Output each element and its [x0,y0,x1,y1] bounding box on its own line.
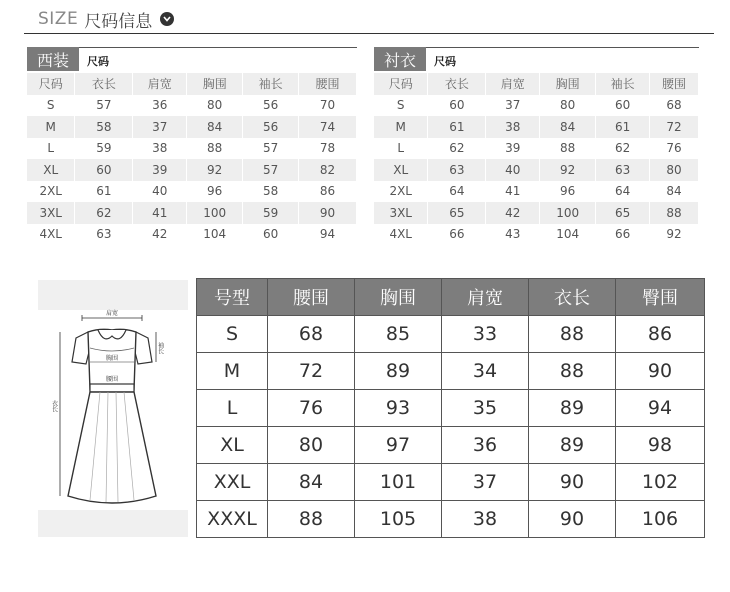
table-cell: S [27,95,75,117]
table-cell: 2XL [27,181,75,203]
table-row [27,159,357,181]
table-cell: 105 [355,501,442,538]
length-label: 衣长 [50,400,58,412]
table-cell: XXL [197,464,268,501]
table-row [197,390,705,427]
table-cell: 94 [299,224,357,246]
table-header-row [374,73,699,95]
table-cell: 36 [442,427,529,464]
table-row [27,202,357,224]
table-cell: 76 [268,390,355,427]
table-cell: 80 [268,427,355,464]
table-cell: 104 [540,224,596,246]
table-cell: 90 [616,353,705,390]
table-cell: 62 [75,202,133,224]
table-cell: 74 [299,116,357,138]
table-cell: 64 [596,181,650,203]
shirt-grid [374,73,699,245]
table-cell: M [374,116,428,138]
table-cell: 58 [75,116,133,138]
table-cell: 66 [428,224,486,246]
table-cell: 92 [187,159,243,181]
table-cell: 63 [428,159,486,181]
table-cell: 59 [75,138,133,160]
column-header: 胸围 [187,73,243,95]
column-header: 腰围 [299,73,357,95]
table-cell: 84 [187,116,243,138]
table-cell: 88 [187,138,243,160]
table-cell: 82 [299,159,357,181]
suit-subtag: 尺码 [87,55,109,68]
table-cell: 76 [650,138,699,160]
table-cell: 65 [428,202,486,224]
table-cell: 89 [355,353,442,390]
table-cell: S [197,316,268,353]
waist-label: 腰围 [105,376,119,383]
table-cell: 38 [133,138,187,160]
column-header: 衣长 [75,73,133,95]
table-cell: 43 [486,224,540,246]
table-cell: 68 [268,316,355,353]
shirt-tag: 衬衣 [374,47,426,71]
table-row [27,95,357,117]
table-cell: 85 [355,316,442,353]
table-cell: 2XL [374,181,428,203]
table-cell: 3XL [27,202,75,224]
table-cell: 57 [243,138,299,160]
table-cell: 57 [243,159,299,181]
table-cell: M [197,353,268,390]
table-cell: 3XL [374,202,428,224]
column-header: 胸围 [540,73,596,95]
dress-size-table [196,278,705,538]
suit-size-table [27,47,357,245]
table-cell: L [374,138,428,160]
column-header: 袖长 [243,73,299,95]
shirt-size-table [374,47,699,245]
table-cell: 37 [486,95,540,117]
column-header: 尺码 [27,73,75,95]
table-cell: 65 [596,202,650,224]
bust-label: 胸围 [105,355,119,362]
table-cell: 88 [529,316,616,353]
table-row [374,159,699,181]
table-cell: 63 [75,224,133,246]
table-cell: 88 [529,353,616,390]
table-cell: 101 [355,464,442,501]
column-header: 号型 [197,279,268,316]
table-row [374,116,699,138]
table-cell: 78 [299,138,357,160]
table-cell: 102 [616,464,705,501]
column-header: 臀围 [616,279,705,316]
sleeve-label: 袖长 [156,342,164,354]
table-cell: 36 [133,95,187,117]
table-cell: 37 [133,116,187,138]
table-cell: 96 [540,181,596,203]
column-header: 衣长 [428,73,486,95]
table-cell: 60 [75,159,133,181]
table-row [197,316,705,353]
table-row [374,224,699,246]
dress-diagram [38,280,188,537]
table-cell: 61 [428,116,486,138]
table-cell: 35 [442,390,529,427]
table-cell: 56 [243,95,299,117]
table-cell: XL [27,159,75,181]
table-cell: 88 [268,501,355,538]
table-cell: 33 [442,316,529,353]
table-row [374,95,699,117]
column-header: 腰围 [650,73,699,95]
table-cell: L [197,390,268,427]
chevron-down-icon[interactable] [160,12,174,26]
table-cell: 4XL [27,224,75,246]
table-row [197,427,705,464]
table-cell: 68 [650,95,699,117]
table-cell: 38 [442,501,529,538]
table-cell: 86 [616,316,705,353]
table-cell: 106 [616,501,705,538]
column-header: 肩宽 [442,279,529,316]
table-row [197,353,705,390]
table-header-row [27,73,357,95]
table-row [27,138,357,160]
table-cell: 92 [650,224,699,246]
table-cell: 94 [616,390,705,427]
table-cell: M [27,116,75,138]
table-cell: 84 [650,181,699,203]
table-cell: 62 [596,138,650,160]
table-cell: XL [374,159,428,181]
column-header: 袖长 [596,73,650,95]
table-cell: 96 [187,181,243,203]
table-cell: 60 [596,95,650,117]
table-cell: 62 [428,138,486,160]
table-cell: 34 [442,353,529,390]
table-cell: 80 [187,95,243,117]
table-cell: 70 [299,95,357,117]
table-cell: 80 [540,95,596,117]
table-cell: 90 [529,464,616,501]
table-cell: 90 [299,202,357,224]
table-cell: 80 [650,159,699,181]
table-cell: 92 [540,159,596,181]
table-cell: 59 [243,202,299,224]
table-row [374,138,699,160]
table-cell: 100 [187,202,243,224]
table-cell: 42 [133,224,187,246]
column-header: 胸围 [355,279,442,316]
table-cell: 39 [486,138,540,160]
table-cell: 86 [299,181,357,203]
table-cell: 66 [596,224,650,246]
table-cell: 37 [442,464,529,501]
column-header: 腰围 [268,279,355,316]
table-cell: 98 [616,427,705,464]
table-row [27,181,357,203]
table-cell: 93 [355,390,442,427]
table-cell: XXXL [197,501,268,538]
table-cell: 41 [486,181,540,203]
table-cell: 84 [540,116,596,138]
table-cell: 4XL [374,224,428,246]
suit-tag: 西装 [27,47,79,71]
table-row [197,501,705,538]
table-cell: 40 [486,159,540,181]
table-cell: 41 [133,202,187,224]
table-cell: 40 [133,181,187,203]
table-cell: 57 [75,95,133,117]
table-cell: 42 [486,202,540,224]
table-row [27,224,357,246]
table-cell: 64 [428,181,486,203]
column-header: 肩宽 [486,73,540,95]
table-cell: 89 [529,427,616,464]
table-row [27,116,357,138]
column-header: 尺码 [374,73,428,95]
size-word: SIZE [38,9,79,29]
table-row [374,202,699,224]
table-cell: S [374,95,428,117]
table-cell: 100 [540,202,596,224]
table-cell: 72 [268,353,355,390]
section-header [38,6,174,32]
table-header-row [197,279,705,316]
table-cell: 63 [596,159,650,181]
column-header: 衣长 [529,279,616,316]
page-title: 尺码信息 [84,11,153,32]
header-divider [24,33,714,34]
table-cell: 72 [650,116,699,138]
table-cell: 90 [529,501,616,538]
table-cell: 88 [540,138,596,160]
table-cell: 61 [596,116,650,138]
table-cell: 60 [428,95,486,117]
dress-diagram-panel [38,280,188,537]
table-cell: 104 [187,224,243,246]
table-cell: 39 [133,159,187,181]
table-cell: L [27,138,75,160]
shoulder-label: 肩宽 [105,310,119,317]
table-cell: 60 [243,224,299,246]
table-cell: 88 [650,202,699,224]
shirt-subtag: 尺码 [434,55,456,68]
suit-grid [27,73,357,245]
table-cell: 58 [243,181,299,203]
table-row [197,464,705,501]
table-row [374,181,699,203]
table-cell: 97 [355,427,442,464]
table-cell: 38 [486,116,540,138]
table-cell: 89 [529,390,616,427]
table-cell: 84 [268,464,355,501]
column-header: 肩宽 [133,73,187,95]
table-cell: 56 [243,116,299,138]
table-cell: 61 [75,181,133,203]
table-cell: XL [197,427,268,464]
